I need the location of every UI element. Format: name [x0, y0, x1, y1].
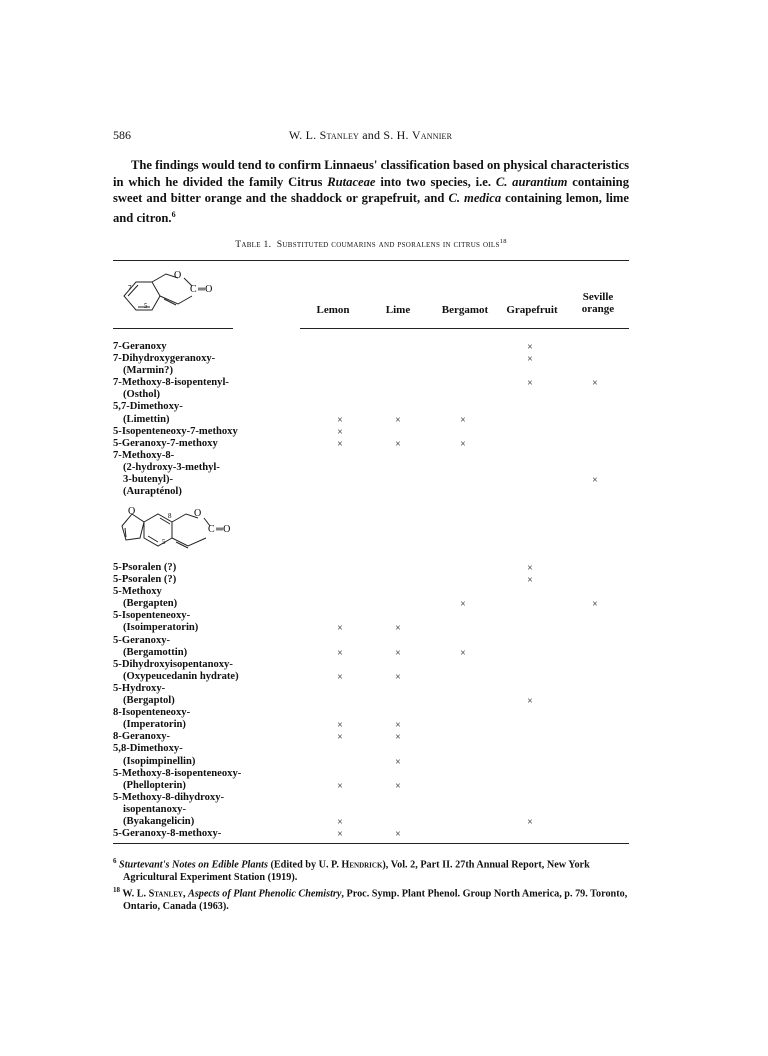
table-row: [113, 401, 629, 413]
header-rule-left: [113, 328, 233, 329]
compound-name: (Bergapten): [123, 598, 178, 610]
compound-name: 7-Dihydroxygeranoxy-: [113, 353, 216, 365]
occurrence-mark: ×: [527, 575, 533, 587]
occurrence-mark: ×: [337, 732, 343, 744]
psoralen-structure: [116, 502, 276, 558]
occurrence-mark: ×: [337, 438, 343, 450]
occurrence-mark: ×: [337, 816, 343, 828]
compound-name: 5-Methoxy-8-dihydroxy-: [113, 791, 225, 803]
occurrence-mark: ×: [395, 732, 401, 744]
occurrence-mark: ×: [337, 720, 343, 732]
psoralen-c-label: C: [208, 524, 215, 535]
table-top-rule: [113, 260, 629, 261]
occurrence-mark: ×: [527, 342, 533, 353]
header-rule-right: [300, 328, 629, 329]
compound-name: (Aurapténol): [123, 486, 182, 498]
compound-name: 5-Methoxy-8-isopenteneoxy-: [113, 767, 242, 779]
coumarin-o-label: O: [174, 270, 182, 281]
compound-name: 7-Geranoxy: [113, 341, 167, 352]
table-row: [113, 707, 629, 719]
occurrence-mark: ×: [527, 354, 533, 366]
occurrence-mark: ×: [527, 378, 533, 390]
table-row: [113, 719, 629, 731]
occurrence-mark: ×: [460, 599, 466, 611]
psoralen-o2-label: O: [194, 508, 202, 519]
occurrence-mark: ×: [337, 623, 343, 635]
table-row: [113, 780, 629, 792]
table-row: [113, 659, 629, 671]
psoralen-o1-label: O: [128, 506, 136, 517]
table-row: [113, 574, 629, 586]
compound-name: 8-Geranoxy-: [113, 731, 171, 743]
table-row: [113, 622, 629, 634]
table-row: [113, 768, 629, 780]
compound-name: 5-Geranoxy-8-methoxy-: [113, 828, 222, 840]
table-row: [113, 828, 629, 840]
occurrence-mark: ×: [460, 438, 466, 450]
occurrence-mark: ×: [395, 671, 401, 683]
table-row: [113, 353, 629, 365]
compound-name: (Bergamottin): [123, 646, 188, 658]
table-row: [113, 389, 629, 401]
psoralen-pos5: 5: [162, 538, 166, 546]
column-header-bergamot: Bergamot: [441, 304, 489, 316]
table-row: [113, 365, 629, 377]
intro-paragraph: The findings would tend to confirm Linnaeus' classification based on physical characteristics in which he divided the family Citrus Rutaceae into two species, i.e. C. aurantium containing sweet and bitter orange and the shaddock or grapefruit, and C. medica containing lemon, lime and citron.$^6$: [113, 158, 630, 225]
occurrence-mark: ×: [337, 671, 343, 683]
coumarin-carbonyl-label: ═O: [198, 284, 213, 295]
table-row: [113, 414, 629, 426]
table-row: [113, 647, 629, 659]
table-bottom-rule: [113, 843, 629, 844]
table-row: [113, 450, 629, 462]
coumarin-pos7: 7: [128, 284, 132, 292]
compound-name: (Limettin): [123, 413, 170, 425]
occurrence-mark: ×: [395, 780, 401, 792]
table-row: [113, 610, 629, 622]
table-row: [113, 426, 629, 438]
compound-name: 5-Methoxy: [113, 586, 162, 598]
footnote-6: $^6$ Sturtevant's Notes on Edible Plants (Edited by U. P. Hendrick), Vol. 2, Part II. 27th Annual Report, New York Agricultural Experiment Station (1919).: [113, 857, 590, 883]
occurrence-mark: ×: [460, 414, 466, 426]
compound-name: 3-butenyl)-: [123, 474, 174, 486]
occurrence-mark: ×: [460, 647, 466, 659]
compound-name: 5-Psoralen (?): [113, 574, 177, 586]
compound-name: 7-Methoxy-8-isopentenyl-: [113, 377, 229, 389]
compound-name: (Phellopterin): [123, 779, 186, 791]
psoralen-rows: [113, 562, 629, 840]
table-row: [113, 756, 629, 768]
page-number: 586: [113, 128, 131, 142]
table-row: [113, 598, 629, 610]
table-row: [113, 695, 629, 707]
compound-name: (Byakangelicin): [123, 815, 195, 827]
psoralen-pos8: 8: [168, 512, 172, 520]
compound-name: 5,7-Dimethoxy-: [113, 401, 183, 413]
table-row: [113, 462, 629, 474]
compound-name: (Bergaptol): [123, 695, 175, 707]
compound-name: 5-Isopenteneoxy-7-methoxy: [113, 425, 238, 437]
compound-name: isopentanoxy-: [123, 803, 186, 815]
compound-name: (2-hydroxy-3-methyl-: [123, 461, 220, 473]
table-row: [113, 671, 629, 683]
table-row: [113, 683, 629, 695]
table-row: [113, 743, 629, 755]
table-row: [113, 474, 629, 486]
compound-name: 5-Psoralen (?): [113, 562, 177, 573]
footnote-ref-6: 6: [171, 209, 176, 219]
psoralen-carbonyl-label: ═O: [216, 524, 231, 535]
compound-name: (Isopimpinellin): [123, 755, 196, 767]
column-header-lime: Lime: [385, 304, 411, 316]
occurrence-mark: ×: [592, 599, 598, 611]
coumarin-c-label: C: [190, 284, 197, 295]
compound-name: (Isoimperatorin): [123, 622, 199, 634]
compound-name: 5-Dihydroxyisopentanoxy-: [113, 658, 233, 670]
occurrence-mark: ×: [527, 563, 533, 574]
occurrence-mark: ×: [337, 426, 343, 438]
footnote-18: $^{18}$ W. L. Stanley, Aspects of Plant Phenolic Chemistry, Proc. Symp. Plant Phenol. Group North America, p. 79. Toronto, Ontario, Canada (1963).: [113, 886, 628, 913]
occurrence-mark: ×: [337, 414, 343, 426]
occurrence-mark: ×: [395, 623, 401, 635]
table-row: [113, 438, 629, 450]
occurrence-mark: ×: [395, 647, 401, 659]
coumarin-pos5: 5: [144, 302, 148, 310]
compound-name: (Osthol): [123, 389, 161, 401]
occurrence-mark: ×: [527, 696, 533, 708]
table-row: [113, 804, 629, 816]
occurrence-mark: ×: [395, 720, 401, 732]
compound-name: 5-Isopenteneoxy-: [113, 610, 191, 622]
occurrence-mark: ×: [395, 829, 401, 841]
compound-name: (Imperatorin): [123, 719, 186, 731]
occurrence-mark: ×: [337, 780, 343, 792]
occurrence-mark: ×: [527, 816, 533, 828]
compound-name: 8-Isopenteneoxy-: [113, 707, 191, 719]
occurrence-mark: ×: [395, 438, 401, 450]
occurrence-mark: ×: [395, 414, 401, 426]
table-row: [113, 377, 629, 389]
occurrence-mark: ×: [592, 475, 598, 487]
table-row: [113, 341, 629, 353]
coumarin-structure: [116, 268, 236, 324]
occurrence-mark: ×: [337, 647, 343, 659]
compound-name: (Oxypeucedanin hydrate): [123, 670, 239, 682]
compound-name: 5-Hydroxy-: [113, 682, 166, 694]
table-row: [113, 792, 629, 804]
running-head-authors: W. L. Stanley and S. H. Vannier: [288, 128, 453, 142]
table-caption: Table 1. Substituted coumarins and psoralens in citrus oils$^{18}$: [235, 238, 507, 251]
table-row: [113, 562, 629, 574]
column-header-lemon: Lemon: [316, 304, 350, 316]
occurrence-mark: ×: [592, 378, 598, 390]
occurrence-mark: ×: [395, 756, 401, 768]
occurrence-mark: ×: [337, 829, 343, 841]
compound-name: 5-Geranoxy-7-methoxy: [113, 437, 218, 449]
table-row: [113, 816, 629, 828]
compound-name: 5,8-Dimethoxy-: [113, 743, 183, 755]
column-header-grapefruit: Grapefruit: [506, 304, 558, 316]
table-row: [113, 586, 629, 598]
footnotes: [113, 855, 633, 914]
column-header-seville-orange: Seville orange: [581, 291, 615, 315]
compound-name: (Marmin?): [123, 365, 174, 377]
table-row: [113, 635, 629, 647]
compound-name: 5-Geranoxy-: [113, 634, 171, 646]
table-row: [113, 731, 629, 743]
compound-name: 7-Methoxy-8-: [113, 449, 175, 461]
coumarin-rows: [113, 341, 629, 498]
table-row: [113, 486, 629, 498]
